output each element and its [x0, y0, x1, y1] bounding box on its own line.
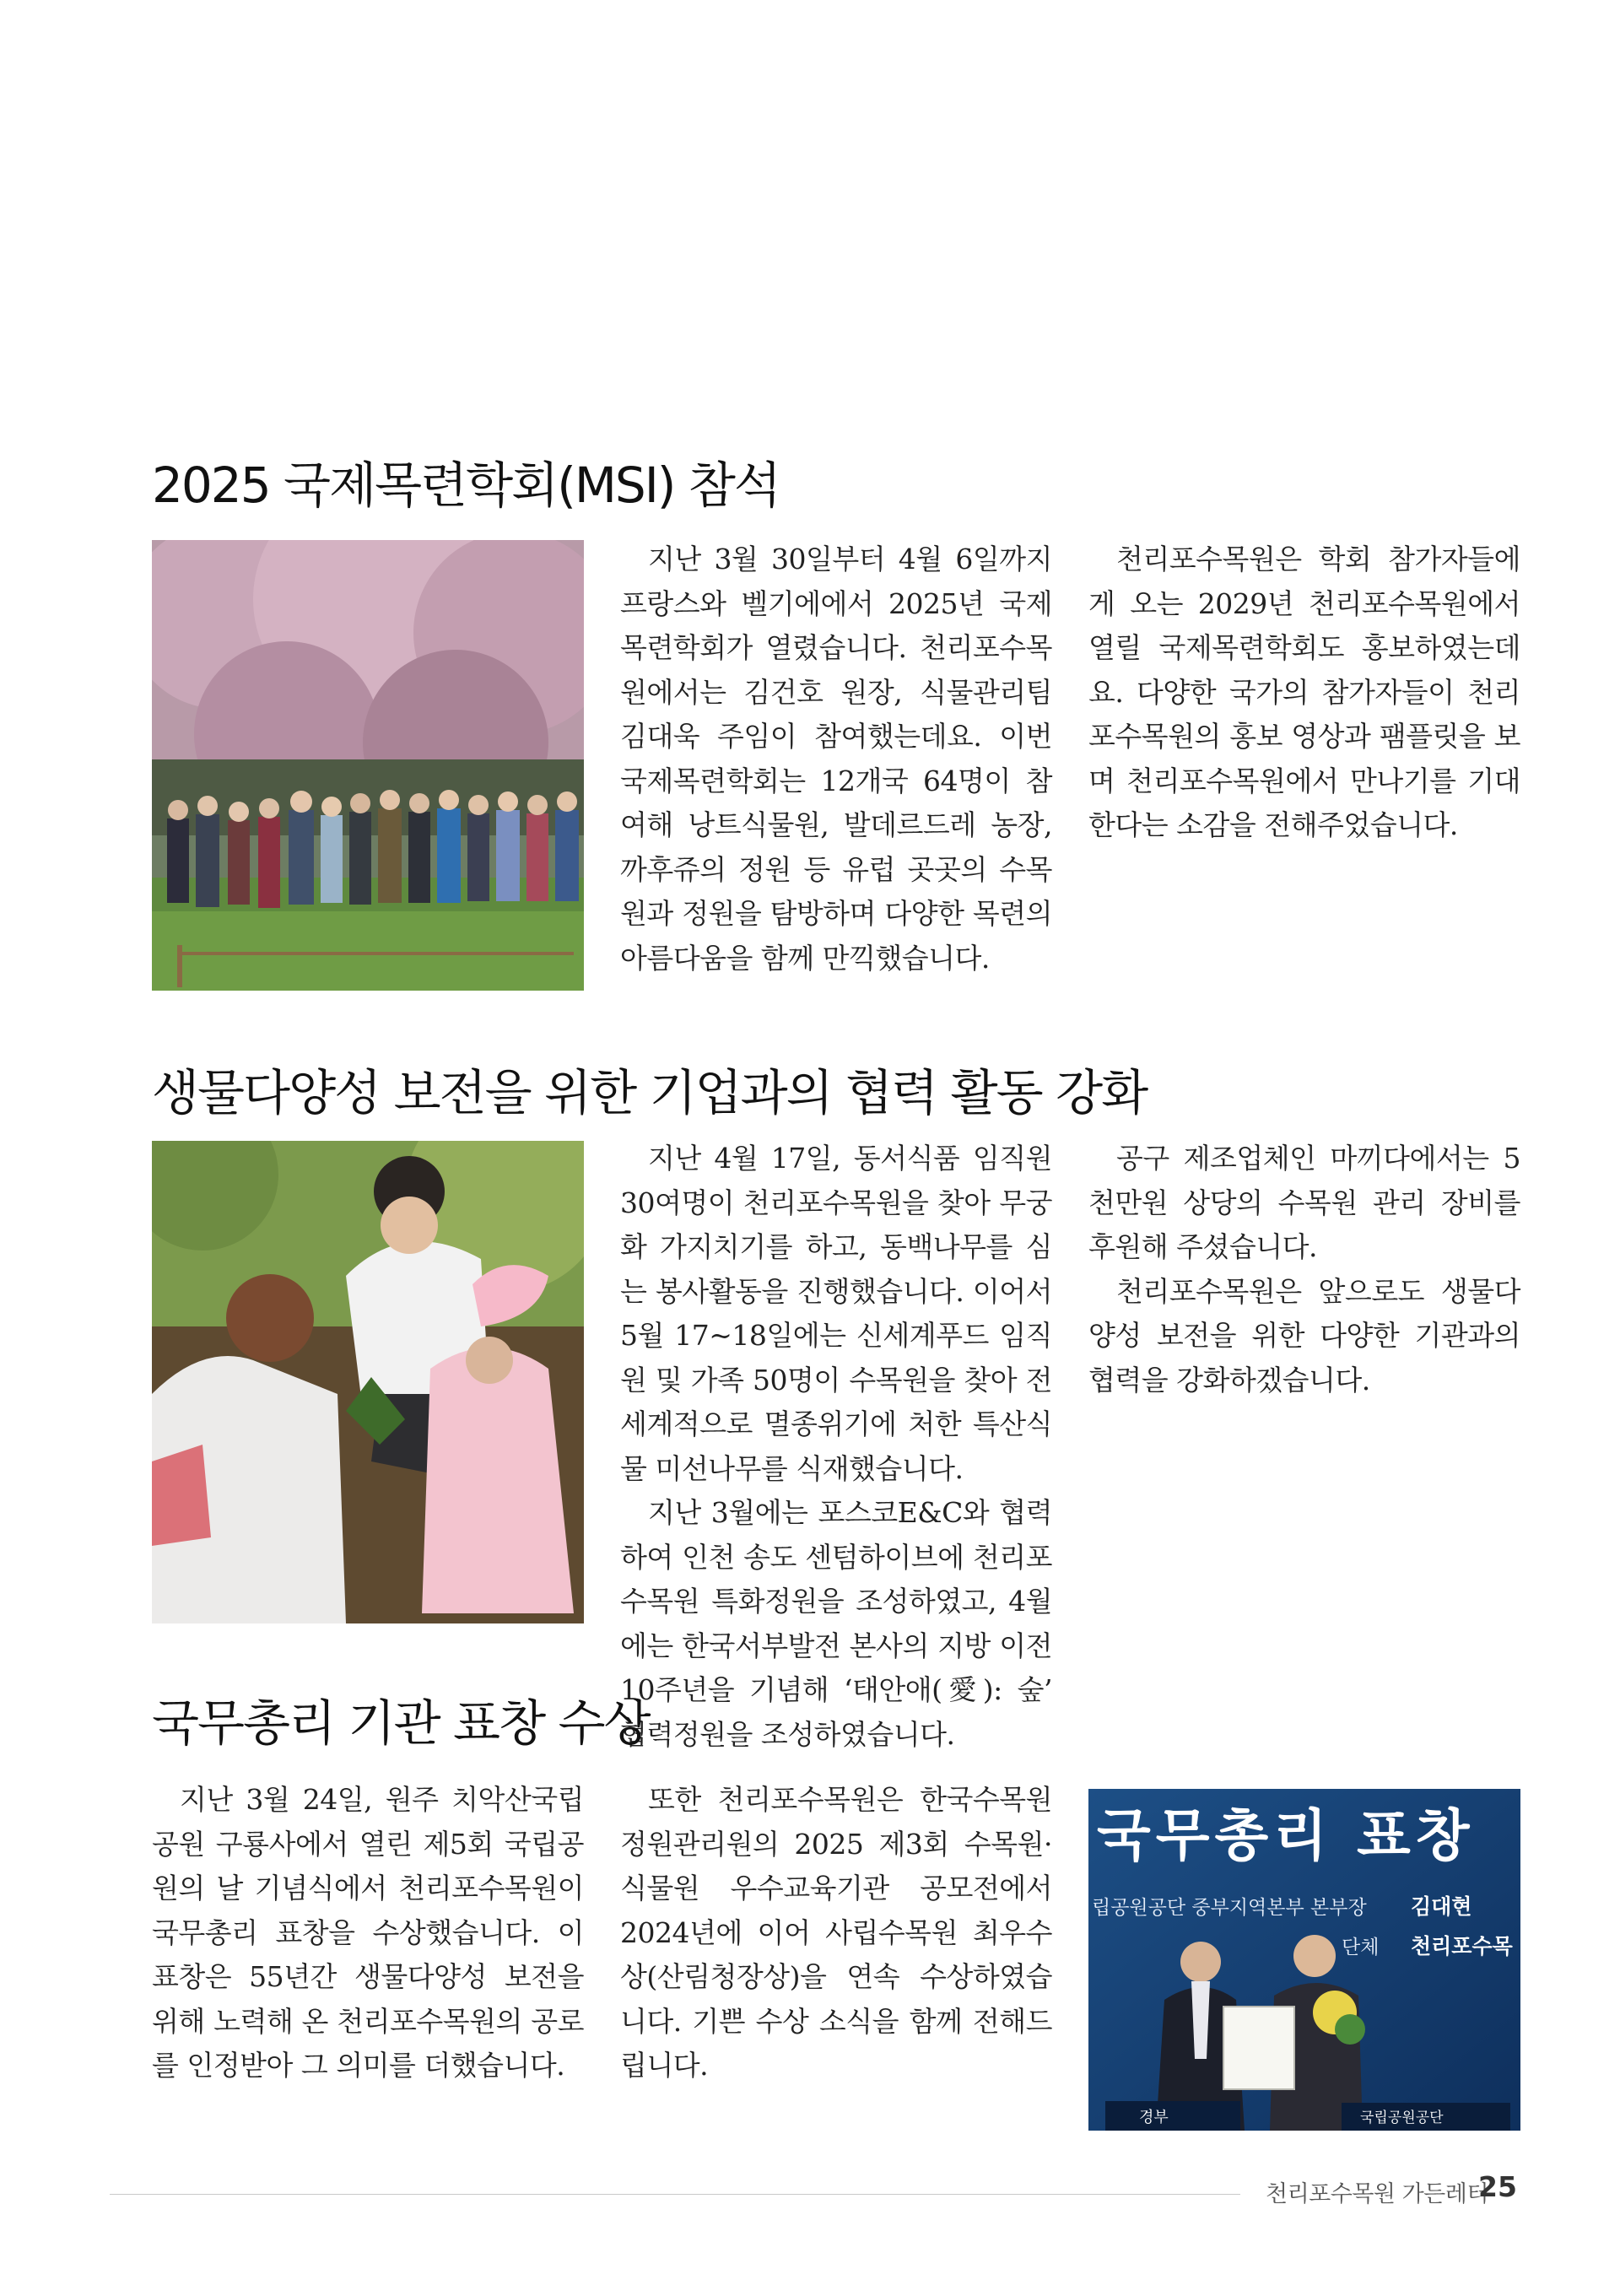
msi-column-left	[620, 538, 1052, 981]
award-ceremony-photo	[1088, 1789, 1520, 2131]
podium-left-text: 경부	[1139, 2109, 1169, 2126]
biodiversity-paragraph-4: 천리포수목원은 앞으로도 생물다양성 보전을 위한 다양한 기관과의 협력을 강화하겠습니다.	[1088, 1274, 1520, 1397]
award-paragraph-2: 또한 천리포수목원은 한국수목원정원관리원의 2025 제3회 수목원·식물원 우수교육기관 공모전에서 2024년에 이어 사립수목원 최우수상(산림청장상)을 연속 수상하였습니다. 기쁜 수상 소식을 함께 전해드립니다.	[620, 1783, 1052, 2082]
award-banner-text: 국무총리 표창	[1097, 1803, 1475, 1868]
footer-rule	[110, 2194, 1240, 2195]
biodiversity-column-right	[1088, 1137, 1520, 1402]
award-line2-name: 천리포수목	[1411, 1934, 1513, 1958]
footer-label: 천리포수목원 가든레터	[1266, 2181, 1488, 2207]
award-column-left	[152, 1778, 584, 2088]
msi-paragraph-2: 천리포수목원은 학회 참가자들에게 오는 2029년 천리포수목원에서 열릴 국제목련학회도 홍보하였는데요. 다양한 국가의 참가자들이 천리포수목원의 홍보 영상과 팸플릿을 보며 천리포수목원에서 만나기를 기대한다는 소감을 전해주었습니다.	[1088, 543, 1520, 841]
page-number: 25	[1478, 2170, 1517, 2203]
award-line1-org: 립공원공단 중부지역본부 본부장	[1092, 1897, 1367, 1919]
section-title-award: 국무총리 기관 표창 수상	[152, 1694, 650, 1752]
biodiversity-paragraph-3: 공구 제조업체인 마끼다에서는 5천만원 상당의 수목원 관리 장비를 후원해 주셨습니다.	[1088, 1142, 1520, 1263]
magnolia-group-photo	[152, 540, 584, 991]
award-paragraph-1: 지난 3월 24일, 원주 치악산국립공원 구룡사에서 열린 제5회 국립공원의 날 기념식에서 천리포수목원이 국무총리 표창을 수상했습니다. 이 표창은 55년간 생물다양성 보전을 위해 노력해 온 천리포수목원의 공로를 인정받아 그 의미를 더했습니다.	[152, 1783, 584, 2082]
msi-paragraph-1: 지난 3월 30일부터 4월 6일까지 프랑스와 벨기에에서 2025년 국제목련학회가 열렸습니다. 천리포수목원에서는 김건호 원장, 식물관리팀 김대욱 주임이 참여했는데요. 이번 국제목련학회는 12개국 64명이 참여해 낭트식물원, 발데르드레 농장, 까후쥬의 정원 등 유럽 곳곳의 수목원과 정원을 탐방하며 다양한 목련의 아름다움을 함께 만끽했습니다.	[620, 543, 1052, 975]
award-column-middle	[620, 1778, 1052, 2088]
biodiversity-paragraph-1: 지난 4월 17일, 동서식품 임직원 30여명이 천리포수목원을 찾아 무궁화 가지치기를 하고, 동백나무를 심는 봉사활동을 진행했습니다. 이어서 5월 17~18일에는 신세계푸드 임직원 및 가족 50명이 수목원을 찾아 전 세계적으로 멸종위기에 처한 특산식물 미선나무를 식재했습니다.	[620, 1142, 1052, 1485]
volunteer-planting-photo	[152, 1141, 584, 1623]
award-line1-name: 김대현	[1411, 1894, 1472, 1919]
section-title-msi: 2025 국제목련학회(MSI) 참석	[152, 456, 780, 514]
section-title-biodiversity: 생물다양성 보전을 위한 기업과의 협력 활동 강화	[152, 1064, 1148, 1121]
biodiversity-paragraph-2: 지난 3월에는 포스코E&C와 협력하여 인천 송도 센텀하이브에 천리포수목원 특화정원을 조성하였고, 4월에는 한국서부발전 본사의 지방 이전 10주년을 기념해 ‘태안애(愛): 숲’ 협력정원을 조성하였습니다.	[620, 1496, 1052, 1751]
biodiversity-column-left	[620, 1137, 1052, 1757]
award-line2-org: 단체	[1342, 1937, 1380, 1958]
podium-right-text: 국립공원공단	[1360, 2110, 1444, 2126]
msi-column-right	[1088, 538, 1520, 848]
